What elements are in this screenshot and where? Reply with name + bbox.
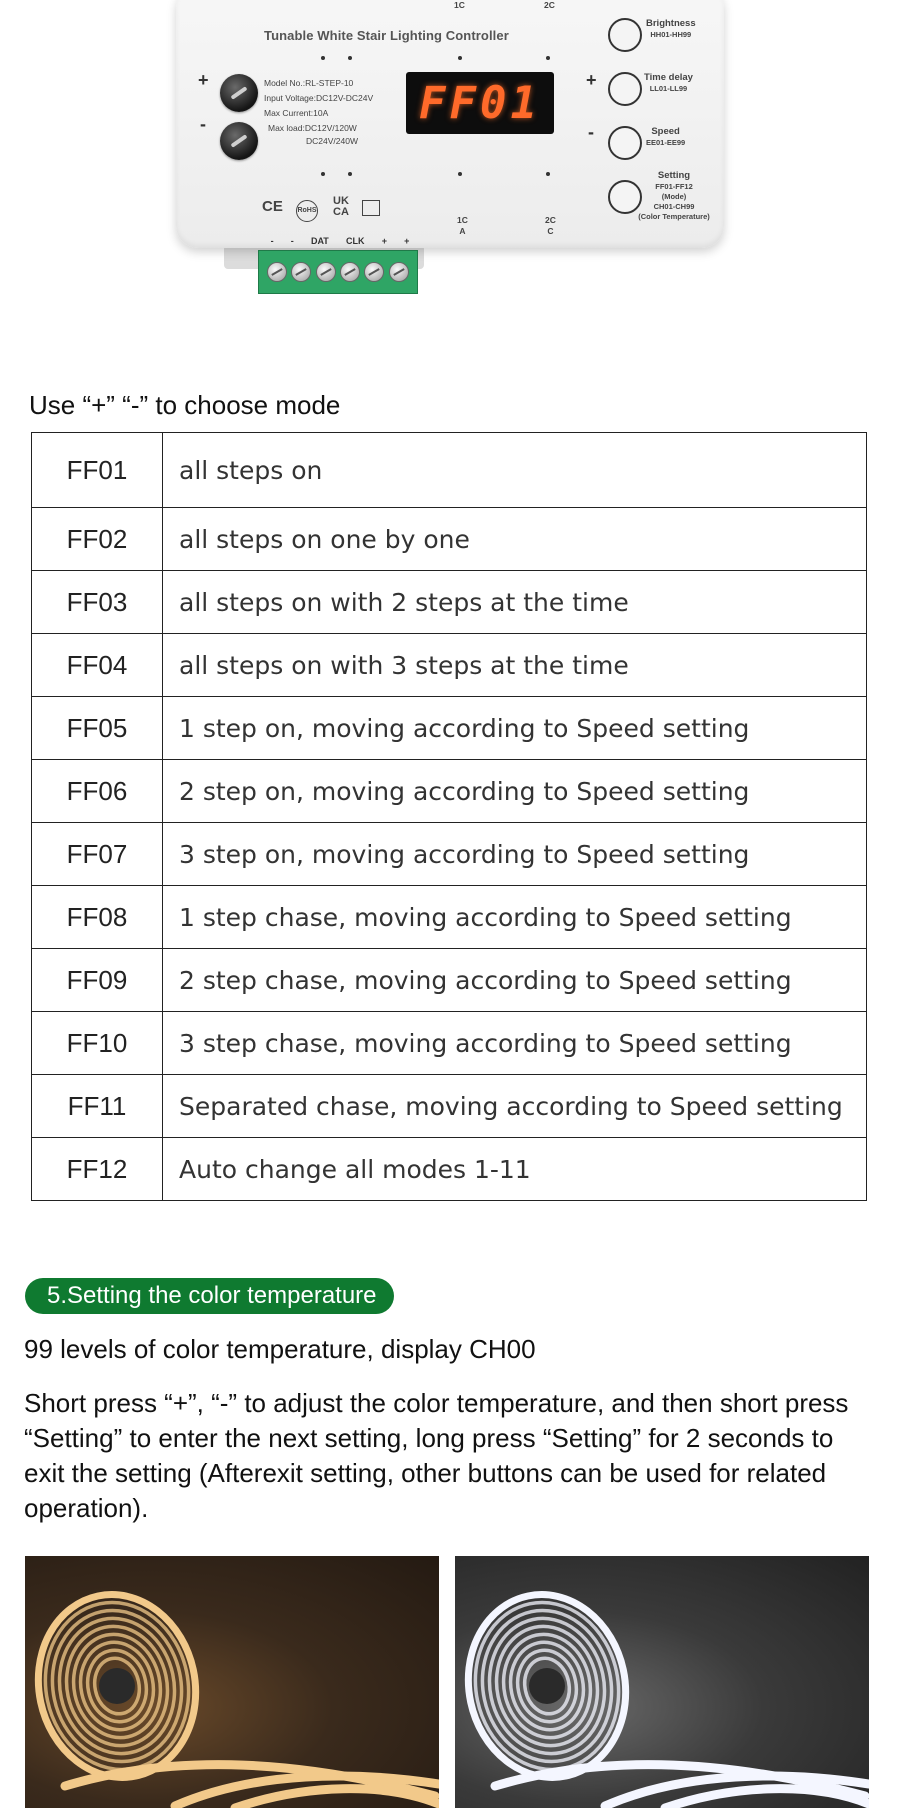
screw-icon xyxy=(291,262,311,282)
mode-description: Auto change all modes 1-11 xyxy=(163,1138,867,1201)
section-badge: 5.Setting the color temperature xyxy=(25,1278,394,1314)
reel-hub xyxy=(99,1668,135,1704)
mode-code: FF04 xyxy=(32,634,163,697)
mode-description: all steps on xyxy=(163,433,867,508)
led-dot xyxy=(458,172,462,176)
led-dot xyxy=(348,56,352,60)
reel-hub xyxy=(529,1668,565,1704)
table-row xyxy=(32,1012,867,1075)
led-display: FF01 xyxy=(406,72,554,134)
setting-label: Setting FF01-FF12 (Mode) CH01-CH99 (Color Temperature) xyxy=(638,170,710,221)
table-row xyxy=(32,433,867,508)
rohs-mark-icon: RoHS xyxy=(296,200,318,222)
controller-body xyxy=(176,0,724,248)
mode-description: 3 step chase, moving according to Speed setting xyxy=(163,1012,867,1075)
spec-voltage: Input Voltage:DC12V-DC24V xyxy=(264,93,374,103)
led-dot xyxy=(321,56,325,60)
mode-code: FF02 xyxy=(32,508,163,571)
mode-code: FF08 xyxy=(32,886,163,949)
strip-tail xyxy=(235,1789,439,1808)
terminal-pin-labels xyxy=(262,236,418,246)
device-title: Tunable White Stair Lighting Controller xyxy=(264,28,509,43)
color-temp-levels-text: 99 levels of color temperature, display CH00 xyxy=(24,1334,536,1364)
led-dot xyxy=(546,172,550,176)
cool-led-strip-icon xyxy=(455,1556,869,1808)
spec-current: Max Current:10A xyxy=(264,108,329,118)
weee-bin-icon xyxy=(362,200,380,216)
mode-description: all steps on with 3 steps at the time xyxy=(163,634,867,697)
mode-code: FF07 xyxy=(32,823,163,886)
table-row xyxy=(32,760,867,823)
screw-icon xyxy=(267,262,287,282)
screw-icon xyxy=(340,262,360,282)
mode-code: FF11 xyxy=(32,1075,163,1138)
mode-description: 2 step on, moving according to Speed setting xyxy=(163,760,867,823)
power-terminal-minus-icon xyxy=(220,122,258,160)
pin-label: + xyxy=(404,236,410,246)
cool-white-strip-photo xyxy=(455,1556,869,1808)
mode-description: 1 step on, moving according to Speed setting xyxy=(163,697,867,760)
terminal-block xyxy=(258,250,418,294)
mode-description: 1 step chase, moving according to Speed setting xyxy=(163,886,867,949)
table-row xyxy=(32,886,867,949)
led-dot xyxy=(458,56,462,60)
pin-label: + xyxy=(381,236,387,246)
screw-icon xyxy=(364,262,384,282)
spec-load: Max load:DC12V/120W xyxy=(268,123,357,133)
ukca-mark-icon: UK CA xyxy=(333,195,349,218)
minus-mark-right: - xyxy=(588,122,594,142)
mode-code: FF10 xyxy=(32,1012,163,1075)
mode-description: all steps on one by one xyxy=(163,508,867,571)
mode-code: FF06 xyxy=(32,760,163,823)
mode-description: all steps on with 2 steps at the time xyxy=(163,571,867,634)
mode-description: 2 step chase, moving according to Speed setting xyxy=(163,949,867,1012)
spec-load-24v: DC24V/240W xyxy=(306,136,358,146)
led-dot xyxy=(321,172,325,176)
plus-mark: + xyxy=(198,70,209,90)
mode-code: FF12 xyxy=(32,1138,163,1201)
pin-label: - xyxy=(270,236,274,246)
controller-illustration xyxy=(0,0,900,310)
table-row xyxy=(32,508,867,571)
speed-label: Speed EE01-EE99 xyxy=(646,126,686,148)
table-row xyxy=(32,823,867,886)
spec-model: Model No.:RL-STEP-10 xyxy=(264,78,354,88)
mode-code: FF05 xyxy=(32,697,163,760)
color-temp-instructions: Short press “+”, “-” to adjust the color temperature, and then short press “Setting” to enter the next setting, long press “Setting” for 2 seconds to exit the setting (Afterexit setting, other buttons can be used for related operation). xyxy=(24,1388,849,1523)
minus-mark: - xyxy=(200,114,206,134)
time-delay-button[interactable] xyxy=(608,72,642,106)
led-dot xyxy=(348,172,352,176)
power-terminal-plus-icon xyxy=(220,74,258,112)
screw-icon xyxy=(316,262,336,282)
pin-label: DAT xyxy=(310,236,329,246)
pin-label: - xyxy=(290,236,294,246)
table-row xyxy=(32,571,867,634)
channel-label-top-1: 1C xyxy=(454,0,465,10)
mode-code: FF03 xyxy=(32,571,163,634)
table-row xyxy=(32,1075,867,1138)
strip-tail xyxy=(665,1789,869,1808)
screw-icon xyxy=(389,262,409,282)
channel-label-bottom-2: 2C C xyxy=(545,215,556,237)
brightness-label: Brightness HH01-HH99 xyxy=(646,18,696,40)
mode-caption: Use “+” “-” to choose mode xyxy=(29,390,341,420)
ce-mark-icon: CE xyxy=(262,198,283,215)
table-row xyxy=(32,634,867,697)
mode-code: FF09 xyxy=(32,949,163,1012)
channel-label-top-2: 2C xyxy=(544,0,555,10)
warm-white-strip-photo xyxy=(25,1556,439,1808)
mode-description: Separated chase, moving according to Speed setting xyxy=(163,1075,867,1138)
table-row xyxy=(32,949,867,1012)
time-delay-label: Time delay LL01-LL99 xyxy=(644,72,693,94)
table-row xyxy=(32,697,867,760)
table-row xyxy=(32,1138,867,1201)
mode-table xyxy=(31,432,867,1201)
plus-mark-right: + xyxy=(586,70,597,90)
speed-button[interactable] xyxy=(608,126,642,160)
mode-code: FF01 xyxy=(32,433,163,508)
pin-label: CLK xyxy=(346,236,365,246)
led-dot xyxy=(546,56,550,60)
mode-description: 3 step on, moving according to Speed setting xyxy=(163,823,867,886)
brightness-button[interactable] xyxy=(608,18,642,52)
warm-led-strip-icon xyxy=(25,1556,439,1808)
channel-label-bottom-1: 1C A xyxy=(457,215,468,237)
